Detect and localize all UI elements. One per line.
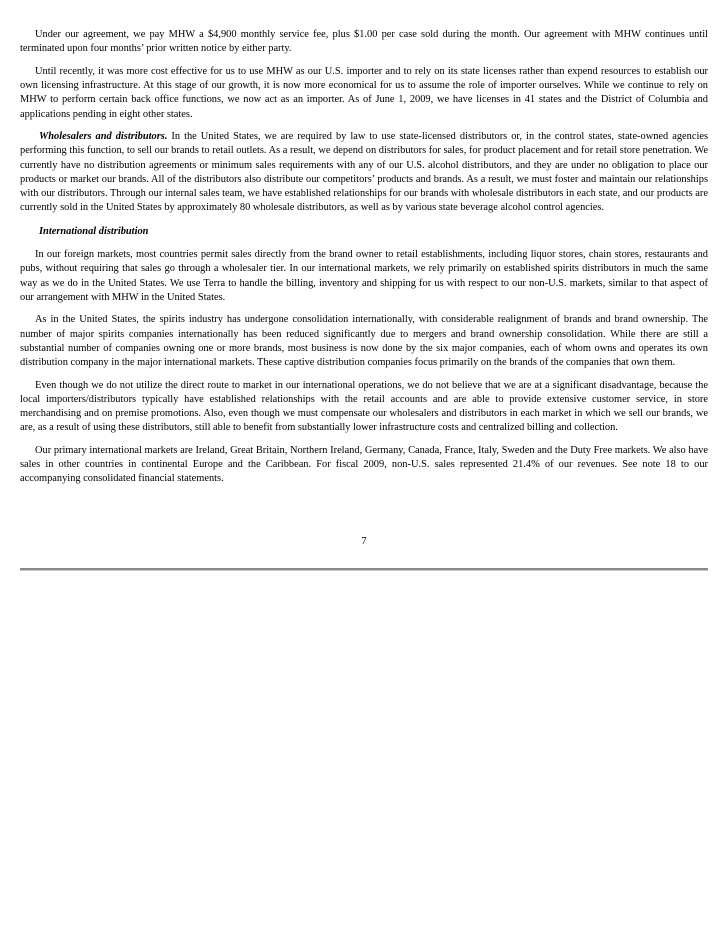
page-divider-rule [20, 568, 708, 571]
paragraph-importer-role: Until recently, it was more cost effective for us to use MHW as our U.S. importer and to rely on its state licenses rather than expend resources to establish our own licensing infrastructure. At this stage of our growth, it is now more economical for us to assume the role of importer ourselves. While we continue to rely on MHW to perform certain back office functions, we now act as an importer. As of June 1, 2009, we have licenses in 41 states and the District of Columbia and applications pending in eight other states. [20, 65, 708, 120]
paragraph-foreign-markets: In our foreign markets, most countries permit sales directly from the brand owner to retail establishments, including liquor stores, chain stores, restaurants and pubs, without requiring that sales go through a wholesaler tier. In our international markets, we rely primarily on established spirits distributors in much the same way as we do in the United States. We use Terra to handle the billing, inventory and shipping for us with respect to our non-U.S. markets, similar to that aspect of our arrangement with MHW in the United States. [20, 249, 708, 303]
paragraph-direct-route: Even though we do not utilize the direct route to market in our international operations, we do not believe that we are at a significant disadvantage, because the local importers/distributors typically have established relationships with the retail accounts and are able to provide extensive customer service, in store merchandising and on premise promotions. Also, even though we must compensate our wholesalers and distributors in each market in which we sell our brands, we are, as a result of using these distributors, still able to benefit from substantially lower infrastructure costs and centralized billing and collection. [20, 379, 708, 434]
document-page [20, 28, 708, 495]
wholesalers-run-in-heading: Wholesalers and distributors. [39, 131, 168, 143]
paragraph-primary-markets: Our primary international markets are Ireland, Great Britain, Northern Ireland, Germany, Canada, France, Italy, Sweden and the Duty Free markets. We also have sales in other countries in continental Europe and the Caribbean. For fiscal 2009, non-U.S. sales represented 21.4% of our revenues. See note 18 to our accompanying consolidated financial statements. [20, 445, 708, 485]
paragraph-wholesalers [20, 130, 708, 215]
paragraph-mhw-fee: Under our agreement, we pay MHW a $4,900 monthly service fee, plus $1.00 per case sold during the month. Our agreement with MHW continues until terminated upon four months’ prior written notice by either party. [20, 29, 708, 55]
page-number: 7 [361, 536, 367, 547]
international-distribution-heading: International distribution [39, 226, 149, 238]
paragraph-consolidation: As in the United States, the spirits industry has undergone consolidation internationally, with considerable realignment of brands and brand ownership. The number of major spirits companies internationally has been reduced significantly due to mergers and brand ownership consolidation. While there are still a substantial number of companies owning one or more brands, most business is now done by the six major companies, each of whom owns and operates its own distribution company in the major international markets. These captive distribution companies focus primarily on the brands of the companies that own them. [20, 314, 708, 369]
wholesalers-body-text: In the United States, we are required by law to use state-licensed distributors or, in the control states, state-owned agencies performing this function, to sell our brands to retail outlets. As a result, we depend on distributors for sales, for product placement and for retail store penetration. We currently have no distribution agreements or minimum sales requirements with any of our U.S. alcohol distributors, and they are under no obligation to place our products or market our brands. All of the distributors also distribute our competitors’ products and brands. As a result, we must foster and maintain our relationships with our distributors. Through our internal sales team, we have established relationships for our brands with wholesale distributors in each state, and our products are currently sold in the United States by approximately 80 wholesale distributors, as well as by various state beverage alcohol control agencies. [20, 131, 708, 214]
